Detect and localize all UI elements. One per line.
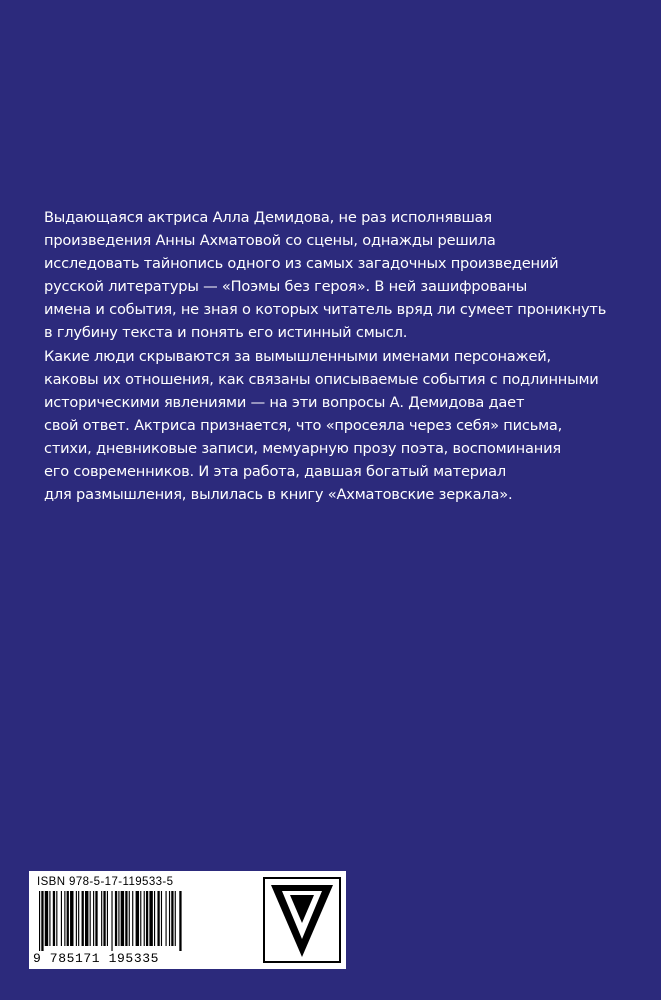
annotation-line: в глубину текста и понять его истинный смысл. [44, 324, 408, 342]
annotation-line: имена и события, не зная о которых читатель вряд ли сумеет проникнуть [44, 301, 607, 319]
annotation-line: Выдающаяся актриса Алла Демидова, не раз исполнявшая [44, 209, 492, 226]
annotation-line: русской литературы — «Поэмы без героя». В ней зашифрованы [44, 278, 528, 296]
book-annotation [44, 206, 624, 506]
annotation-line: Какие люди скрываются за вымышленными именами персонажей, [44, 347, 551, 365]
v-emblem-icon [263, 877, 341, 963]
annotation-line: свой ответ. Актриса признается, что «просеяла через себя» письма, [44, 416, 563, 434]
annotation-line: историческими явлениями — на эти вопросы А. Демидова дает [44, 393, 525, 411]
annotation-line: исследовать тайнопись одного из самых загадочных произведений [44, 255, 559, 273]
barcode-icon [35, 891, 253, 951]
annotation-line: его современников. И эта работа, давшая богатый материал [44, 463, 506, 481]
isbn-label: ISBN 978-5-17-119533-5 [37, 876, 174, 888]
annotation-line: каковы их отношения, как связаны описываемые события с подлинными [44, 370, 599, 388]
barcode-panel [29, 871, 346, 969]
annotation-line: стихи, дневниковые записи, мемуарную прозу поэта, воспоминания [44, 439, 561, 457]
annotation-line: для размышления, вылилась в книгу «Ахматовские зеркала». [44, 486, 513, 504]
barcode-digits: 9 785171 195335 [33, 951, 160, 966]
annotation-line: произведения Анны Ахматовой со сцены, однажды решила [44, 232, 496, 250]
